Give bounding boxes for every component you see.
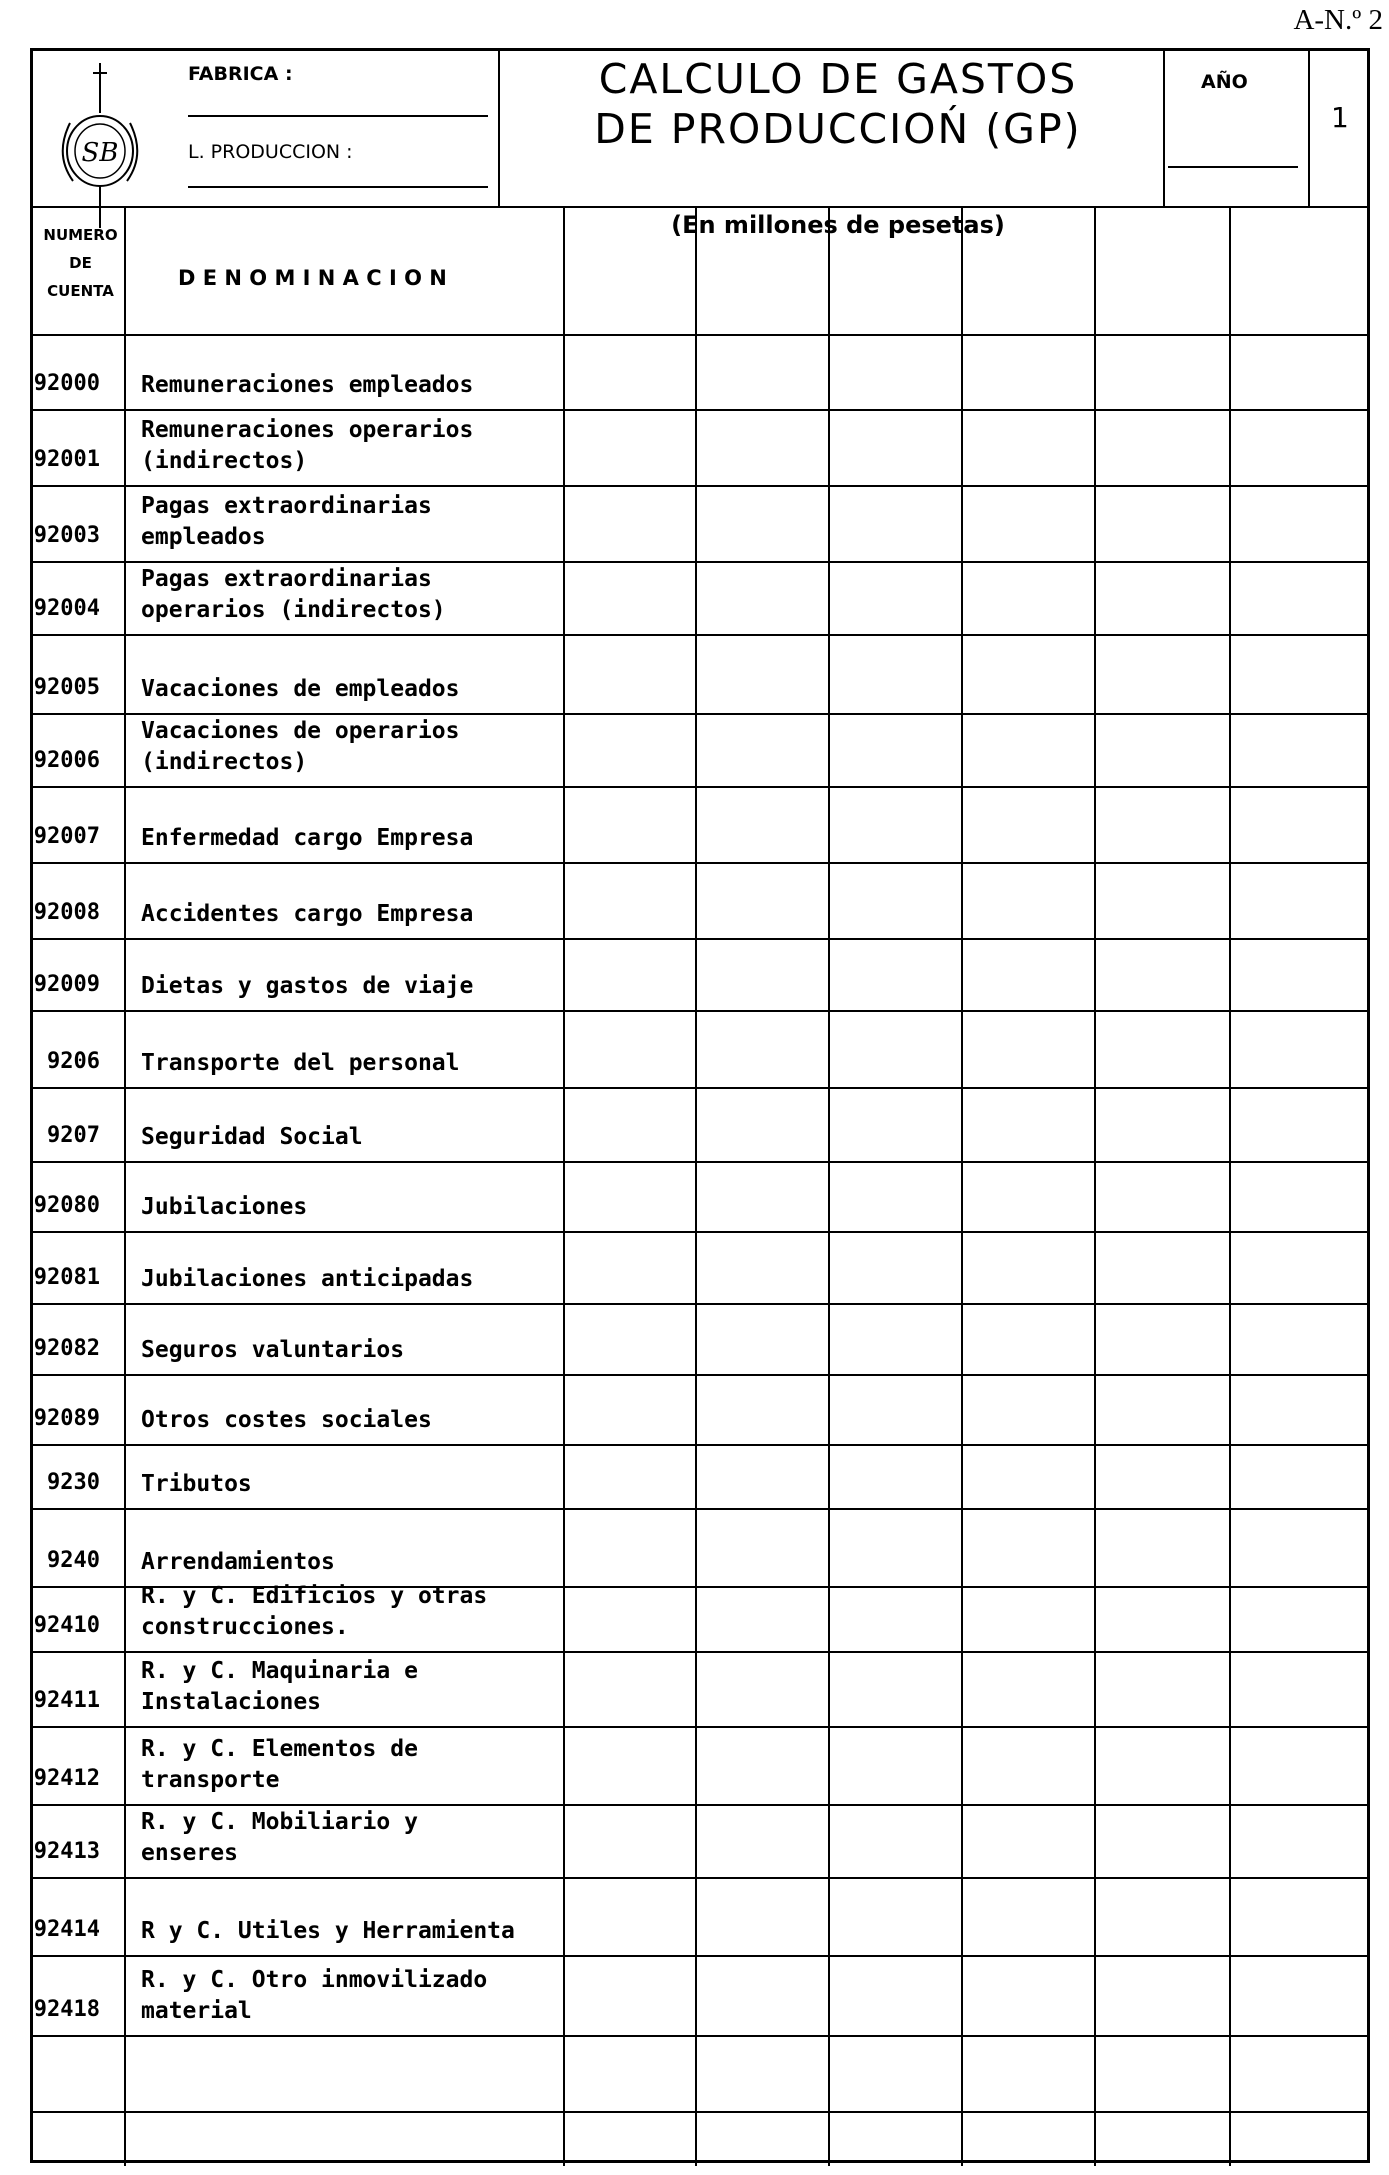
account-number: 92009 bbox=[33, 972, 100, 997]
form-subtitle: (En millones de pesetas) bbox=[671, 211, 1005, 239]
account-number: 92006 bbox=[33, 748, 100, 773]
account-description: Transporte del personal bbox=[141, 1050, 460, 1076]
account-description: Accidentes cargo Empresa bbox=[141, 901, 474, 927]
account-description: Jubilaciones bbox=[141, 1194, 308, 1220]
account-number: 9207 bbox=[47, 1123, 100, 1148]
account-number: 92001 bbox=[33, 447, 100, 472]
account-number: 92413 bbox=[33, 1839, 100, 1864]
account-number: 92004 bbox=[33, 596, 100, 621]
account-number: 92000 bbox=[33, 371, 100, 396]
account-description: Remuneraciones operarios (indirectos) bbox=[141, 417, 474, 474]
account-number: 92081 bbox=[33, 1265, 100, 1290]
account-description: Pagas extraordinarias operarios (indirectos) bbox=[141, 566, 446, 623]
account-description: Vacaciones de operarios (indirectos) bbox=[141, 718, 460, 775]
account-description: R. y C. Elementos de transporte bbox=[141, 1736, 418, 1793]
form-sheet bbox=[30, 48, 1370, 2163]
account-description: R. y C. Maquinaria e Instalaciones bbox=[141, 1658, 418, 1715]
account-number: 92082 bbox=[33, 1336, 100, 1361]
account-description: Arrendamientos bbox=[141, 1549, 335, 1575]
svg-text:SB: SB bbox=[81, 138, 119, 168]
account-number: 92008 bbox=[33, 900, 100, 925]
sheet-number: 1 bbox=[1331, 101, 1349, 134]
account-description: Remuneraciones empleados bbox=[141, 372, 474, 398]
account-number: 92080 bbox=[33, 1193, 100, 1218]
account-description: Seguros valuntarios bbox=[141, 1337, 405, 1363]
account-description: Tributos bbox=[141, 1471, 252, 1497]
account-number: 92414 bbox=[33, 1917, 100, 1942]
account-description: R. y C. Edificios y otras construcciones. bbox=[141, 1583, 488, 1640]
account-description: Dietas y gastos de viaje bbox=[141, 973, 474, 999]
account-number: 92089 bbox=[33, 1406, 100, 1431]
account-number: 92003 bbox=[33, 523, 100, 548]
year-label: AÑO bbox=[1201, 71, 1248, 93]
account-number-header: NUMERO DE CUENTA bbox=[43, 226, 118, 300]
account-description: Enfermedad cargo Empresa bbox=[141, 825, 474, 851]
account-description: Jubilaciones anticipadas bbox=[141, 1266, 474, 1292]
account-description: Vacaciones de empleados bbox=[141, 676, 460, 702]
account-number: 9206 bbox=[47, 1049, 100, 1074]
account-number: 92410 bbox=[33, 1613, 100, 1638]
account-description: R y C. Utiles y Herramienta bbox=[141, 1918, 515, 1944]
fabrica-label: FABRICA : bbox=[188, 63, 293, 85]
account-description: Otros costes sociales bbox=[141, 1407, 432, 1433]
account-number: 92007 bbox=[33, 824, 100, 849]
form-title-line1: CALCULO DE GASTOS bbox=[598, 55, 1078, 103]
denomination-header: D E N O M I N A C I O N bbox=[178, 266, 447, 290]
account-description: R. y C. Mobiliario y enseres bbox=[141, 1809, 418, 1866]
account-description: R. y C. Otro inmovilizado material bbox=[141, 1967, 488, 2024]
account-number: 92005 bbox=[33, 675, 100, 700]
account-description: Seguridad Social bbox=[141, 1124, 363, 1150]
produccion-label: L. PRODUCCION : bbox=[188, 141, 353, 163]
account-description: Pagas extraordinarias empleados bbox=[141, 493, 432, 550]
account-number: 92412 bbox=[33, 1766, 100, 1791]
account-number: 92418 bbox=[33, 1997, 100, 2022]
account-number: 9240 bbox=[47, 1548, 100, 1573]
account-number: 92411 bbox=[33, 1688, 100, 1713]
page-reference: A-N.º 2 bbox=[1293, 4, 1383, 36]
form-title-line2: DE PRODUCCIOŃ (GP) bbox=[594, 105, 1082, 153]
account-number: 9230 bbox=[47, 1470, 100, 1495]
